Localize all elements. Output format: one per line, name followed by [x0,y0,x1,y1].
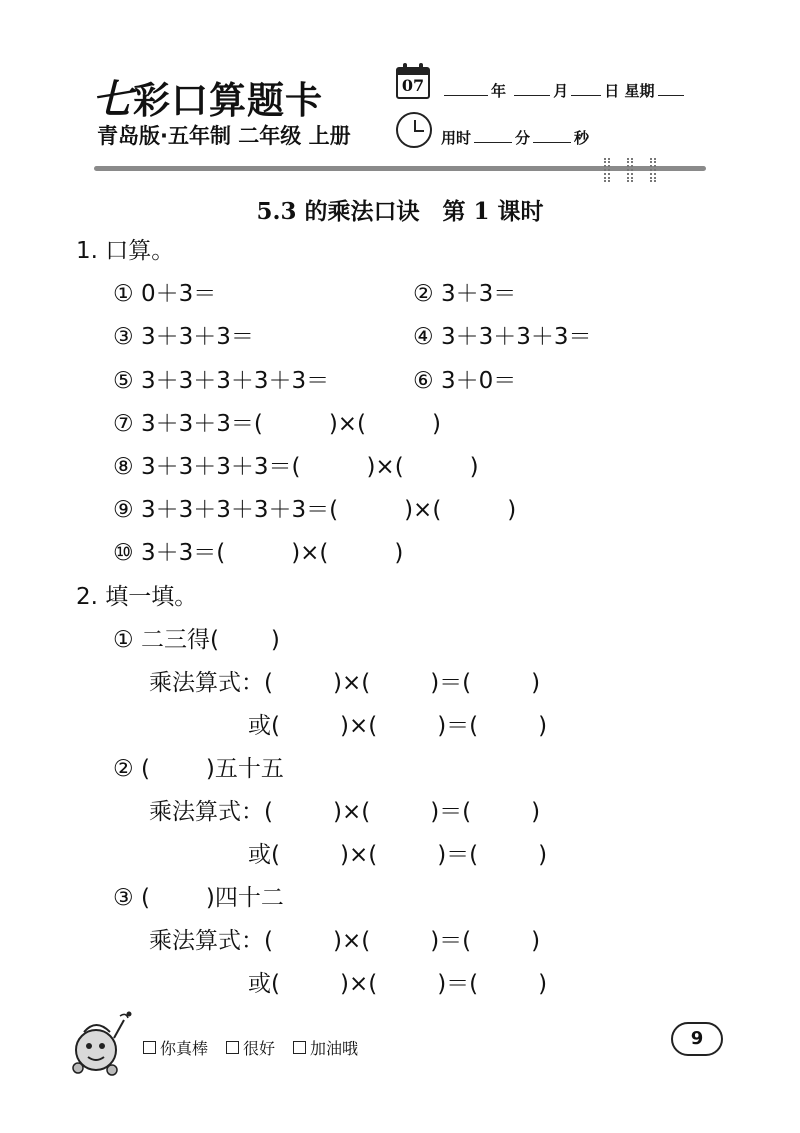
formula-row-alt: 或( )×( )＝( ) [248,971,548,997]
weekday-blank[interactable] [658,82,684,96]
rating-option[interactable]: 很好 [226,1036,275,1059]
book-edition: 青岛版·五年制 二年级 上册 [97,124,351,148]
fill-item: ② ( )五十五 [113,756,284,782]
checkbox-icon[interactable] [293,1041,306,1054]
time-fields: 用时 分 秒 [441,129,590,147]
formula-row: 乘法算式：( )×( )＝( ) [149,928,541,954]
exercise-item: ⑥ 3＋0＝ [413,368,517,394]
checkbox-icon[interactable] [226,1041,239,1054]
lesson-title: 5.3 的乘法口诀 第 1 课时 [256,198,544,225]
formula-row-alt: 或( )×( )＝( ) [248,713,548,739]
minutes-blank[interactable] [474,129,512,143]
binder-pins [604,158,656,182]
checkbox-icon[interactable] [143,1041,156,1054]
year-blank[interactable] [444,82,488,96]
exercise-item: ⑨ 3＋3＋3＋3＋3＝( )×( ) [113,497,517,523]
formula-row-alt: 或( )×( )＝( ) [248,842,548,868]
seconds-blank[interactable] [533,129,571,143]
brand-title: 七彩口算题卡 [92,76,323,123]
self-rating [143,1036,358,1059]
page-number: 9 [671,1022,723,1056]
exercise-item: ⑦ 3＋3＋3＝( )×( ) [113,411,442,437]
clock-icon [396,112,432,148]
section1-heading: 1. 口算。 [76,238,175,264]
fill-item: ① 二三得( ) [113,627,280,653]
date-fields: 年 月 日 星期 [441,80,687,101]
exercise-item: ② 3＋3＝ [413,281,517,307]
mascot-illustration [66,1008,134,1078]
exercise-item: ⑧ 3＋3＋3＋3＝( )×( ) [113,454,479,480]
exercise-item: ⑩ 3＋3＝( )×( ) [113,540,404,566]
section2-heading: 2. 填一填。 [76,584,198,610]
formula-row: 乘法算式：( )×( )＝( ) [149,799,541,825]
calendar-icon: 07 [396,67,430,99]
rating-option[interactable]: 加油哦 [293,1036,358,1059]
rating-option[interactable]: 你真棒 [143,1036,208,1059]
exercise-item: ⑤ 3＋3＋3＋3＋3＝ [113,368,330,394]
exercise-item: ④ 3＋3＋3＋3＝ [413,324,592,350]
exercise-item: ③ 3＋3＋3＝ [113,324,254,350]
exercise-item: ① 0＋3＝ [113,281,217,307]
formula-row: 乘法算式：( )×( )＝( ) [149,670,541,696]
month-blank[interactable] [514,82,550,96]
fill-item: ③ ( )四十二 [113,885,284,911]
day-blank[interactable] [571,82,601,96]
